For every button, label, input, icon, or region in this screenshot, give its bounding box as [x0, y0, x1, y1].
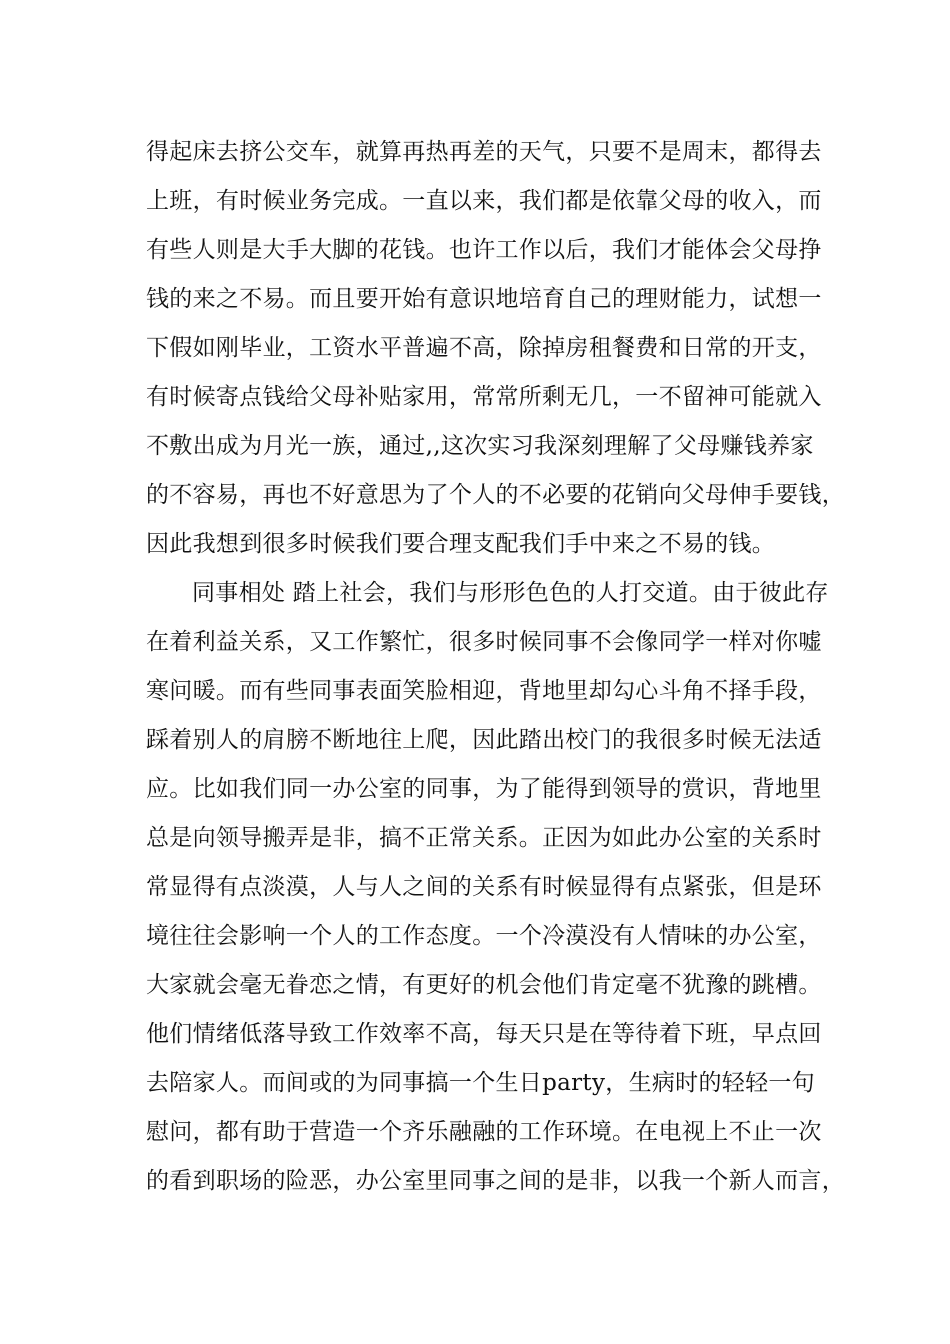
text-line: 大家就会毫无眷恋之情，有更好的机会他们肯定毫不犹豫的跳槽。 — [146, 972, 822, 998]
text-line: 有些人则是大手大脚的花钱。也许工作以后，我们才能体会父母挣 — [146, 237, 822, 263]
text-line: 因此我想到很多时候我们要合理支配我们手中来之不易的钱。 — [146, 531, 776, 557]
text-line: 总是向领导搬弄是非，搞不正常关系。正因为如此办公室的关系时 — [146, 825, 822, 851]
text-line: 得起床去挤公交车，就算再热再差的天气，只要不是周末，都得去 — [146, 139, 822, 165]
text-line: 去陪家人。而间或的为同事搞一个生日party，生病时的轻轻一句 — [146, 1070, 815, 1096]
text-line: 慰问，都有助于营造一个齐乐融融的工作环境。在电视上不止一次 — [146, 1119, 822, 1145]
text-line: 上班，有时候业务完成。一直以来，我们都是依靠父母的收入，而 — [146, 188, 822, 214]
text-line: 不敷出成为月光一族，通过,,这次实习我深刻理解了父母赚钱养家 — [146, 433, 814, 459]
text-line: 寒问暖。而有些同事表面笑脸相迎，背地里却勾心斗角不择手段， — [146, 678, 822, 704]
text-line: 他们情绪低落导致工作效率不高，每天只是在等待着下班，早点回 — [146, 1021, 822, 1047]
text-line: 踩着别人的肩膀不断地往上爬，因此踏出校门的我很多时候无法适 — [146, 727, 822, 753]
paragraph-start-line: 同事相处 踏上社会，我们与形形色色的人打交道。由于彼此存 — [192, 580, 829, 606]
text-line: 下假如刚毕业，工资水平普遍不高，除掉房租餐费和日常的开支， — [146, 335, 822, 361]
text-line: 在着利益关系，又工作繁忙，很多时候同事不会像同学一样对你嘘 — [146, 629, 822, 655]
text-line: 有时候寄点钱给父母补贴家用，常常所剩无几，一不留神可能就入 — [146, 384, 822, 410]
text-line: 的不容易，再也不好意思为了个人的不必要的花销向父母伸手要钱， — [146, 482, 845, 508]
text-line: 应。比如我们同一办公室的同事，为了能得到领导的赏识，背地里 — [146, 776, 822, 802]
text-line: 钱的来之不易。而且要开始有意识地培育自己的理财能力，试想一 — [146, 286, 822, 312]
text-line: 境往往会影响一个人的工作态度。一个冷漠没有人情味的办公室， — [146, 923, 822, 949]
body-text — [146, 128, 845, 1206]
text-line: 的看到职场的险恶，办公室里同事之间的是非，以我一个新人而言， — [146, 1168, 845, 1194]
text-line: 常显得有点淡漠，人与人之间的关系有时候显得有点紧张，但是环 — [146, 874, 822, 900]
